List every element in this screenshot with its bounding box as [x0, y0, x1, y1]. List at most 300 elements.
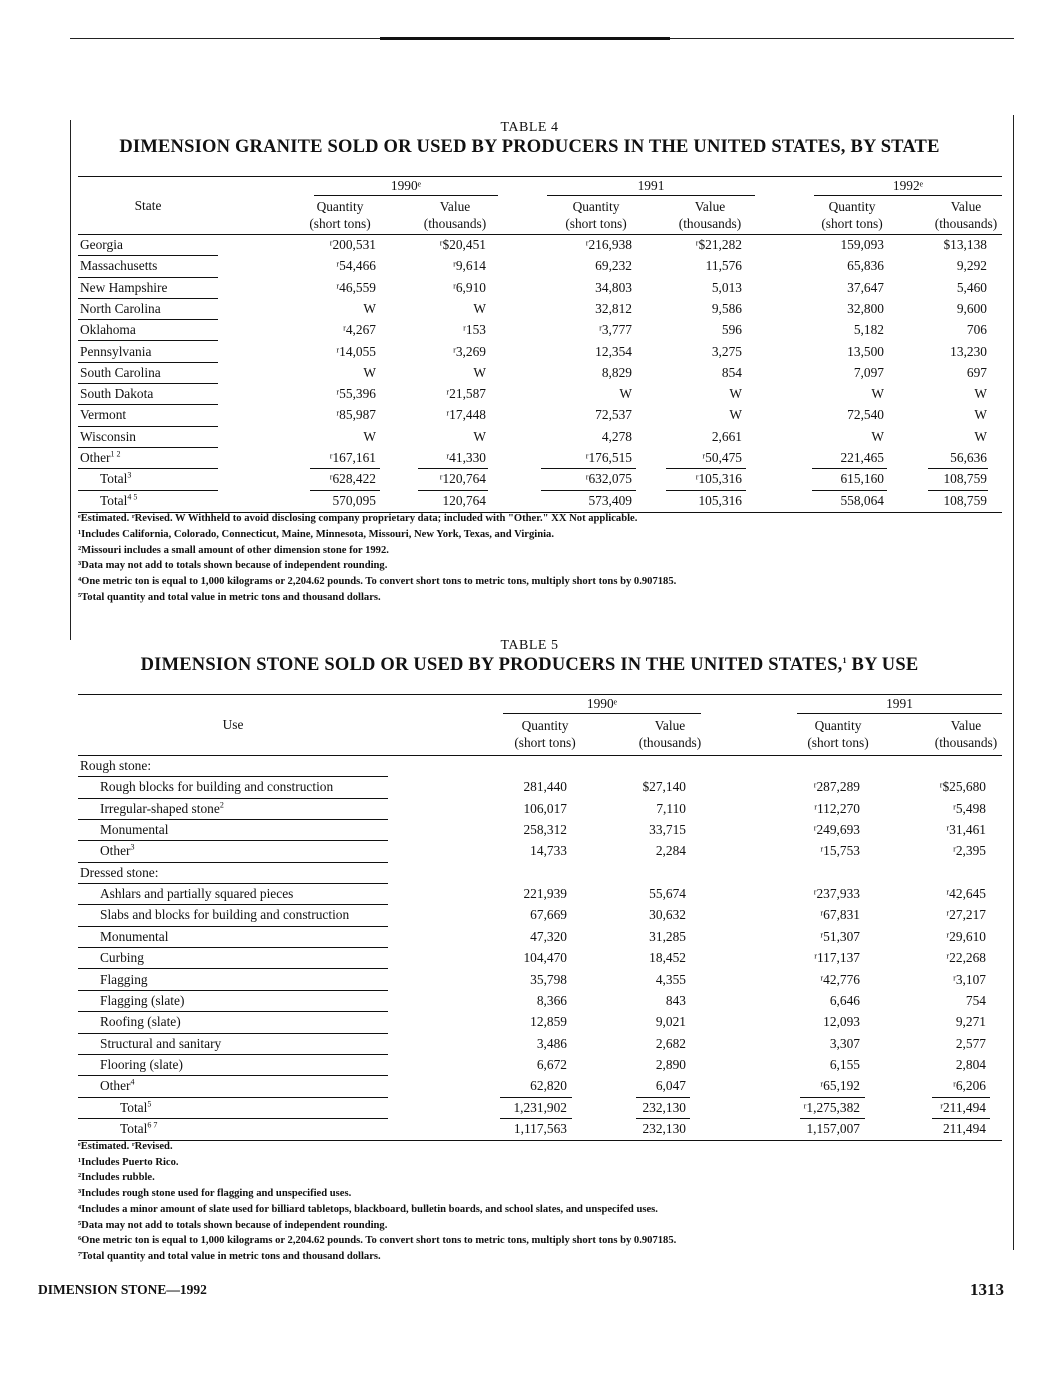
- table-row: [0, 344, 1059, 365]
- value-cell: 31,285: [649, 928, 686, 944]
- row-rule: [78, 255, 218, 256]
- row-rule: [78, 1011, 388, 1012]
- row-label: Monumental: [100, 822, 169, 838]
- quantity-cell: ʳ167,161: [329, 450, 376, 465]
- table-row: [0, 779, 1059, 800]
- row-label: Monumental: [100, 928, 169, 944]
- table-row: [0, 493, 1059, 514]
- subtotal-rule: [636, 1097, 690, 1098]
- value-cell: 2,890: [655, 1056, 686, 1072]
- row-rule: [78, 1075, 388, 1076]
- quantity-cell: 1,157,007: [806, 1120, 860, 1136]
- value-cell: 211,494: [942, 1120, 986, 1136]
- footnote: ⁶One metric ton is equal to 1,000 kilograms or 2,204.62 pounds. To convert short tons to metric tons, multiply short tons by 0.907185.: [78, 1235, 677, 1247]
- stub-header: Use: [222, 717, 244, 732]
- quantity-header: Quantity (short tons): [565, 199, 627, 231]
- year-underline: [314, 195, 498, 196]
- quantity-cell: 1,117,563: [513, 1120, 567, 1136]
- section-label: Rough stone:: [80, 758, 152, 773]
- quantity-cell: 14,733: [530, 843, 567, 859]
- quantity-cell: 5,182: [853, 322, 884, 338]
- footnote: ⁷Total quantity and total value in metric tons and thousand dollars.: [78, 1250, 381, 1262]
- value-cell: ʳ29,610: [946, 928, 986, 944]
- total-rule: [636, 1118, 690, 1119]
- row-label: Structural and sanitary: [100, 1035, 222, 1051]
- year-underline: [503, 713, 701, 714]
- value-cell: 3,275: [711, 343, 742, 359]
- value-cell: 2,682: [655, 1035, 686, 1051]
- quantity-cell: ʳ15,753: [820, 843, 860, 859]
- row-label: Pennsylvania: [80, 343, 152, 359]
- row-label: North Carolina: [80, 300, 161, 316]
- year-underline: [547, 195, 755, 196]
- quantity-cell: ʳ67,831: [820, 907, 860, 923]
- value-cell: 706: [966, 322, 987, 338]
- row-label: Total$^{4 5}$: [100, 492, 138, 508]
- running-footer: DIMENSION STONE—1992: [38, 1282, 207, 1297]
- table-row: [0, 993, 1059, 1014]
- row-label: Curbing: [100, 950, 144, 966]
- quantity-cell: W: [363, 428, 376, 444]
- footnote: ⁵Data may not add to totals shown because of independent rounding.: [78, 1219, 388, 1231]
- footnote: ⁴Includes a minor amount of slate used for billiard tabletops, blackboard, bulletin boards, and school slates, and unspecifed uses.: [78, 1203, 658, 1215]
- value-cell: ʳ17,448: [446, 407, 486, 423]
- quantity-header: Quantity (short tons): [807, 718, 869, 750]
- total-rule: [800, 1118, 865, 1119]
- quantity-cell: ʳ65,192: [820, 1078, 860, 1094]
- value-cell: ʳ6,206: [952, 1078, 986, 1094]
- value-cell: ʳ211,494: [940, 1099, 986, 1115]
- row-rule: [78, 490, 218, 491]
- table-row: [0, 801, 1059, 822]
- value-cell: ʳ22,268: [946, 950, 986, 966]
- quantity-cell: 47,320: [530, 928, 567, 944]
- stub-header: State: [134, 198, 162, 213]
- row-label: Total$^{6 7}$: [120, 1120, 158, 1136]
- table-5-number: TABLE 5: [500, 638, 559, 653]
- quantity-header: Quantity (short tons): [309, 199, 371, 231]
- value-cell: 596: [721, 322, 742, 338]
- quantity-cell: 12,354: [595, 343, 632, 359]
- row-rule: [78, 447, 218, 448]
- table-row: [0, 1100, 1059, 1121]
- quantity-cell: ʳ85,987: [336, 407, 376, 423]
- year-underline: [814, 195, 1002, 196]
- value-cell: ʳ27,217: [946, 907, 986, 923]
- quantity-cell: 72,537: [595, 407, 632, 423]
- row-label: Oklahoma: [80, 322, 136, 338]
- table-row: [0, 1057, 1059, 1078]
- quantity-cell: ʳ51,307: [820, 928, 860, 944]
- quantity-cell: ʳ14,055: [336, 343, 376, 359]
- quantity-cell: 12,093: [823, 1014, 860, 1030]
- value-cell: ʳ31,461: [946, 822, 986, 838]
- value-cell: W: [974, 386, 987, 402]
- table-row: [0, 322, 1059, 343]
- table-row: [0, 301, 1059, 322]
- table-row: [0, 907, 1059, 928]
- value-cell: $13,138: [943, 237, 987, 252]
- year-header: 1991: [637, 178, 665, 193]
- footnote-ref: 6 7: [147, 1120, 158, 1130]
- value-cell: W: [729, 386, 742, 402]
- year-header: 1990ᵉ: [586, 696, 618, 711]
- value-cell: ʳ$25,680: [939, 779, 986, 795]
- footnote-ref: 4: [130, 1077, 135, 1087]
- quantity-cell: 221,939: [523, 886, 567, 902]
- row-rule: [78, 883, 388, 884]
- row-rule: [78, 340, 218, 341]
- value-cell: ʳ9,614: [452, 258, 486, 274]
- quantity-cell: 258,312: [523, 822, 567, 838]
- value-header: Value (thousands): [678, 199, 742, 231]
- footnote: ᵉEstimated. ʳRevised.: [78, 1141, 173, 1152]
- footnote-ref: 3: [130, 842, 135, 852]
- quantity-cell: 8,366: [536, 992, 567, 1008]
- quantity-cell: 13,500: [847, 343, 884, 359]
- top-rule-thick: [380, 37, 670, 40]
- value-cell: 5,460: [956, 279, 987, 295]
- row-label: Wisconsin: [80, 428, 136, 444]
- total-rule: [666, 490, 746, 491]
- section-row: [0, 865, 1059, 886]
- value-cell: 843: [665, 992, 686, 1008]
- quantity-cell: 34,803: [595, 279, 632, 295]
- row-label: Georgia: [80, 237, 123, 252]
- quantity-cell: 615,160: [840, 471, 884, 487]
- value-cell: 2,577: [955, 1035, 986, 1051]
- quantity-cell: 106,017: [523, 800, 567, 816]
- table-row: [0, 450, 1059, 471]
- quantity-cell: 8,829: [601, 364, 632, 380]
- subtotal-rule: [666, 468, 746, 469]
- header-bottom-rule: [78, 234, 1002, 235]
- quantity-cell: 6,155: [829, 1056, 860, 1072]
- table-row: [0, 1036, 1059, 1057]
- value-cell: W: [473, 364, 486, 380]
- quantity-cell: ʳ632,075: [585, 471, 632, 487]
- footnote-ref: 3: [127, 470, 132, 480]
- quantity-header: Quantity (short tons): [821, 199, 883, 231]
- row-rule: [78, 404, 218, 405]
- quantity-cell: W: [619, 386, 632, 402]
- value-cell: 13,230: [950, 343, 987, 359]
- quantity-cell: 72,540: [847, 407, 884, 423]
- quantity-cell: ʳ216,938: [585, 237, 632, 252]
- value-cell: W: [473, 300, 486, 316]
- footnote: ²Missouri includes a small amount of other dimension stone for 1992.: [78, 544, 389, 556]
- quantity-cell: ʳ237,933: [813, 886, 860, 902]
- row-label: Flagging: [100, 971, 148, 987]
- table-row: [0, 929, 1059, 950]
- value-header: Value (thousands): [423, 199, 487, 231]
- quantity-cell: ʳ117,137: [814, 950, 860, 966]
- value-header: Value (thousands): [934, 718, 998, 750]
- subtotal-rule: [541, 468, 636, 469]
- value-cell: 7,110: [656, 800, 686, 816]
- row-rule: [78, 990, 388, 991]
- row-rule: [78, 968, 388, 969]
- quantity-cell: ʳ112,270: [814, 800, 860, 816]
- total-rule: [310, 490, 380, 491]
- row-label: Roofing (slate): [100, 1014, 181, 1030]
- quantity-cell: ʳ55,396: [336, 386, 376, 402]
- row-rule: [78, 819, 388, 820]
- quantity-cell: ʳ200,531: [329, 237, 376, 252]
- table-row: [0, 237, 1059, 258]
- quantity-cell: ʳ628,422: [329, 471, 376, 487]
- value-cell: 18,452: [649, 950, 686, 966]
- footnote-ref: 4 5: [127, 492, 138, 502]
- row-label: New Hampshire: [80, 279, 168, 295]
- footnote: ¹Includes Puerto Rico.: [78, 1156, 179, 1168]
- row-rule: [78, 319, 218, 320]
- footnote: ³Includes rough stone used for flagging and unspecified uses.: [78, 1188, 352, 1200]
- value-cell: ʳ105,316: [695, 471, 742, 487]
- row-rule: [78, 1033, 388, 1034]
- quantity-cell: 3,486: [536, 1035, 567, 1051]
- year-header: 1991: [886, 696, 913, 711]
- quantity-cell: 570,095: [332, 492, 376, 508]
- row-label: Slabs and blocks for building and construction: [100, 907, 350, 923]
- quantity-cell: 558,064: [840, 492, 884, 508]
- header-top-rule: [78, 694, 1002, 695]
- quantity-cell: 6,646: [829, 992, 860, 1008]
- row-rule: [78, 1054, 388, 1055]
- subtotal-rule: [928, 468, 988, 469]
- value-cell: 5,013: [711, 279, 742, 295]
- value-cell: 105,316: [698, 492, 742, 508]
- row-label: Other$^4$: [100, 1077, 135, 1094]
- value-cell: 697: [966, 364, 987, 380]
- value-cell: ʳ3,269: [452, 343, 486, 359]
- quantity-cell: 62,820: [530, 1078, 567, 1094]
- quantity-cell: 159,093: [840, 237, 884, 252]
- table-row: [0, 822, 1059, 843]
- quantity-cell: 35,798: [530, 971, 567, 987]
- value-header: Value (thousands): [934, 199, 998, 231]
- value-cell: ʳ120,764: [439, 471, 486, 487]
- value-cell: 9,292: [956, 258, 987, 274]
- subtotal-rule: [932, 1097, 990, 1098]
- table-row: [0, 365, 1059, 386]
- quantity-cell: 69,232: [595, 258, 632, 274]
- value-cell: 56,636: [950, 450, 987, 465]
- value-cell: 120,764: [442, 492, 486, 508]
- row-rule: [78, 1118, 388, 1119]
- footnote: ²Includes rubble.: [78, 1172, 155, 1184]
- footnote-ref: 2: [219, 800, 224, 810]
- quantity-cell: ʳ176,515: [585, 450, 632, 465]
- value-cell: 9,600: [956, 300, 987, 316]
- footnote: ᵉEstimated. ʳRevised. W Withheld to avoid disclosing company proprietary data; included with "Other." XX Not applicable.: [78, 513, 638, 524]
- value-cell: 2,284: [655, 843, 686, 859]
- subtotal-rule: [800, 1097, 865, 1098]
- value-cell: 11,576: [705, 258, 742, 274]
- value-cell: 9,271: [955, 1014, 986, 1030]
- value-header: Value (thousands): [638, 718, 702, 750]
- table-row: [0, 471, 1059, 492]
- row-label: Flagging (slate): [100, 992, 185, 1008]
- quantity-cell: 1,231,902: [513, 1099, 567, 1115]
- table-row: [0, 1014, 1059, 1035]
- value-cell: 33,715: [649, 822, 686, 838]
- value-cell: W: [974, 407, 987, 423]
- subtotal-rule: [812, 468, 887, 469]
- table-row: [0, 386, 1059, 407]
- value-cell: ʳ3,107: [952, 971, 986, 987]
- quantity-cell: ʳ4,267: [342, 322, 376, 338]
- subtotal-rule: [500, 1097, 572, 1098]
- table-row: [0, 1078, 1059, 1099]
- value-cell: ʳ50,475: [702, 450, 742, 465]
- total-rule: [418, 490, 488, 491]
- footnote: ¹Includes California, Colorado, Connecticut, Maine, Minnesota, Missouri, New York, Texas, and Virginia.: [78, 528, 554, 540]
- table-row: [0, 429, 1059, 450]
- row-label: Total$^3$: [100, 470, 132, 487]
- value-cell: ʳ$20,451: [439, 237, 486, 252]
- row-label: Rough blocks for building and construction: [100, 779, 334, 795]
- row-rule: [78, 904, 388, 905]
- quantity-cell: 32,812: [595, 300, 632, 316]
- total-rule: [928, 490, 988, 491]
- table-5-title: DIMENSION STONE SOLD OR USED BY PRODUCERS IN THE UNITED STATES,$^1$ BY USE: [140, 655, 919, 675]
- value-cell: 9,021: [655, 1014, 686, 1030]
- value-cell: W: [974, 428, 987, 444]
- row-rule: [78, 862, 388, 863]
- table-row: [0, 407, 1059, 428]
- quantity-header: Quantity (short tons): [514, 718, 576, 750]
- quantity-cell: 32,800: [847, 300, 884, 316]
- value-cell: 232,130: [642, 1099, 686, 1115]
- value-cell: 30,632: [649, 907, 686, 923]
- value-cell: ʳ$21,282: [695, 237, 742, 252]
- row-rule: [78, 798, 388, 799]
- value-cell: 108,759: [943, 471, 987, 487]
- value-cell: 754: [965, 992, 986, 1008]
- value-cell: 55,674: [649, 886, 686, 902]
- row-rule: [78, 426, 218, 427]
- row-rule: [78, 926, 388, 927]
- page-number: 1313: [970, 1280, 1004, 1299]
- quantity-cell: ʳ3,777: [598, 322, 632, 338]
- table-row: [0, 886, 1059, 907]
- total-rule: [500, 1118, 572, 1119]
- row-label: Flooring (slate): [100, 1056, 183, 1072]
- quantity-cell: ʳ46,559: [336, 279, 376, 295]
- quantity-cell: 4,278: [601, 428, 632, 444]
- row-rule: [78, 298, 218, 299]
- table-row: [0, 258, 1059, 279]
- value-cell: 6,047: [655, 1078, 686, 1094]
- row-label: Vermont: [80, 407, 127, 423]
- table-row: [0, 950, 1059, 971]
- value-cell: ʳ2,395: [952, 843, 986, 859]
- quantity-cell: W: [363, 300, 376, 316]
- table-4-number: TABLE 4: [500, 120, 559, 135]
- total-rule: [541, 490, 636, 491]
- value-cell: W: [473, 428, 486, 444]
- total-rule: [812, 490, 887, 491]
- row-label: Other$^{1 2}$: [80, 449, 121, 465]
- value-cell: 2,804: [955, 1056, 986, 1072]
- row-label: Total$^5$: [120, 1099, 152, 1115]
- footnote-ref: 1 2: [110, 449, 121, 459]
- table-bottom-rule: [78, 1140, 1002, 1141]
- quantity-cell: 281,440: [523, 779, 567, 795]
- value-cell: ʳ42,645: [946, 886, 986, 902]
- value-cell: $27,140: [642, 779, 686, 795]
- total-rule: [932, 1118, 990, 1119]
- row-rule: [78, 776, 388, 777]
- row-label: Irregular-shaped stone$^2$: [100, 800, 224, 816]
- quantity-cell: 12,859: [530, 1014, 567, 1030]
- row-rule: [78, 383, 218, 384]
- quantity-cell: W: [363, 364, 376, 380]
- quantity-cell: 3,307: [829, 1035, 860, 1051]
- table-row: [0, 972, 1059, 993]
- quantity-cell: 37,647: [847, 279, 884, 295]
- footnote: ³Data may not add to totals shown because of independent rounding.: [78, 560, 388, 572]
- row-rule: [78, 947, 388, 948]
- row-rule: [78, 840, 388, 841]
- footnote: ⁵Total quantity and total value in metric tons and thousand dollars.: [78, 592, 381, 603]
- row-rule: [78, 277, 218, 278]
- quantity-cell: ʳ249,693: [813, 822, 860, 838]
- subtotal-rule: [310, 468, 380, 469]
- row-rule: [78, 468, 218, 469]
- section-label: Dressed stone:: [80, 864, 159, 880]
- year-header: 1990ᵉ: [390, 178, 422, 193]
- row-label: Ashlars and partially squared pieces: [100, 886, 294, 902]
- table-row: [0, 1121, 1059, 1142]
- subtotal-rule: [418, 468, 488, 469]
- row-rule: [78, 1097, 388, 1098]
- footnote-ref: 5: [147, 1099, 152, 1109]
- row-label: Other$^3$: [100, 842, 135, 859]
- value-cell: ʳ5,498: [952, 800, 986, 816]
- quantity-cell: ʳ54,466: [336, 258, 376, 274]
- row-label: South Dakota: [80, 386, 154, 402]
- header-top-rule: [78, 176, 1002, 177]
- year-underline: [797, 713, 1002, 714]
- quantity-cell: 7,097: [853, 364, 884, 380]
- footnote: ⁴One metric ton is equal to 1,000 kilograms or 2,204.62 pounds. To convert short tons to metric tons, multiply short tons by 0.907185.: [78, 576, 677, 588]
- row-rule: [78, 362, 218, 363]
- value-cell: 4,355: [655, 971, 686, 987]
- table-row: [0, 843, 1059, 864]
- value-cell: 9,586: [711, 300, 742, 316]
- value-cell: 854: [721, 364, 742, 380]
- quantity-cell: ʳ42,776: [820, 971, 860, 987]
- table-4-title: DIMENSION GRANITE SOLD OR USED BY PRODUCERS IN THE UNITED STATES, BY STATE: [119, 137, 940, 157]
- value-cell: ʳ153: [463, 322, 486, 338]
- quantity-cell: 573,409: [588, 492, 632, 508]
- row-label: South Carolina: [80, 364, 161, 380]
- header-bottom-rule: [78, 755, 1002, 756]
- section-row: [0, 758, 1059, 779]
- table-row: [0, 280, 1059, 301]
- value-cell: ʳ6,910: [452, 279, 486, 295]
- quantity-cell: 6,672: [536, 1056, 567, 1072]
- quantity-cell: W: [871, 428, 884, 444]
- value-cell: ʳ21,587: [446, 386, 486, 402]
- quantity-cell: 65,836: [847, 258, 884, 274]
- quantity-cell: ʳ1,275,382: [803, 1099, 860, 1115]
- year-header: 1992ᵉ: [892, 178, 924, 193]
- quantity-cell: 104,470: [523, 950, 567, 966]
- value-cell: 232,130: [642, 1120, 686, 1136]
